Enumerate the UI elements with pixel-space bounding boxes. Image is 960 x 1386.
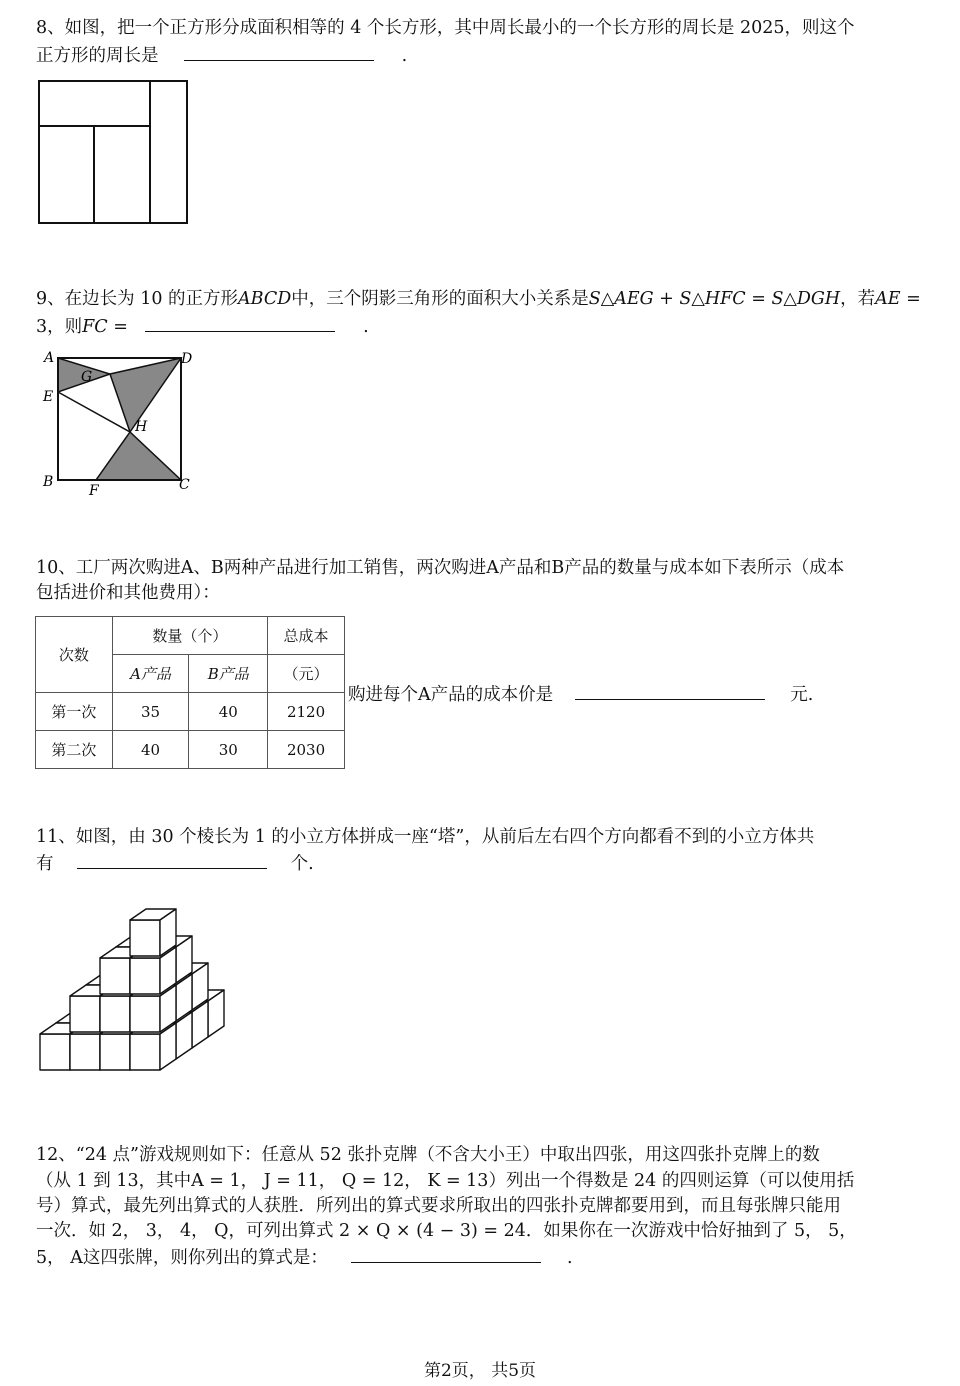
q9-answer-blank[interactable]	[145, 313, 335, 332]
q12-line3: 号）算式，最先列出算式的人获胜．所列出的算式要求所取出的四张扑克牌都要用到，而且每张牌只能用	[36, 1196, 841, 1216]
q9-line2a: 3，则	[36, 317, 83, 337]
tower-cube-l3-r0-c0-face-0	[130, 920, 160, 956]
q12-line2: （从 1 到 13，其中A = 1， J = 11， Q = 12， K = 13）列出一个得数是 24 的四则运算（可以使用括	[36, 1171, 855, 1191]
q12-line5-text: 5， A这四张牌，则你列出的算式是：	[36, 1248, 328, 1268]
q8-line2-text: 正方形的周长是	[36, 46, 159, 66]
q9-label-h: H	[135, 419, 148, 435]
q10-answer-blank[interactable]	[575, 681, 765, 700]
table-row	[36, 693, 345, 731]
q9-label-f: F	[89, 483, 99, 498]
tower-cube-l1-r0-c1-face-0	[100, 996, 130, 1032]
q8-square-figure	[36, 78, 192, 228]
page-number: 第2页， 共5页	[423, 1361, 537, 1381]
q10-row2-label: 第二次	[36, 731, 113, 769]
tower-cube-l0-r0-c2-face-0	[100, 1034, 130, 1070]
q10-row1-cost: 2120	[268, 693, 345, 731]
q9-label-c: C	[179, 477, 190, 493]
tower-cube-l0-r0-c1-face-0	[70, 1034, 100, 1070]
q10-line2: 包括进价和其他费用）：	[36, 583, 220, 603]
q9-label-b: B	[43, 474, 54, 490]
q10-row2-b: 30	[189, 731, 268, 769]
q9-label-g: G	[81, 369, 93, 385]
q8-answer-blank[interactable]	[184, 42, 374, 61]
q10-header-a: A产品	[112, 655, 189, 693]
q10-line1: 10、工厂两次购进A、B两种产品进行加工销售，两次购进A产品和B产品的数量与成本如下表所示（成本	[36, 558, 845, 578]
q9-formula: S△AEG + S△HFC = S△DGH	[588, 289, 841, 309]
q10-cost-table	[35, 616, 345, 769]
q12-end: .	[567, 1248, 573, 1268]
q9-label-a: A	[44, 350, 55, 366]
q8-outer-square	[39, 81, 187, 223]
q9-triangle-hfc	[96, 432, 181, 480]
q10-row2-cost: 2030	[268, 731, 345, 769]
q10-header-b: B产品	[189, 655, 268, 693]
q10-header-cost: 总成本	[268, 617, 345, 655]
q11-unit: 个.	[290, 854, 314, 874]
q9-line1	[36, 287, 921, 312]
q9-line1-text: 9、在边长为 10 的正方形	[36, 289, 239, 309]
q9-square-figure	[36, 346, 206, 498]
q10-ask: 购进每个A产品的成本价是	[348, 685, 554, 705]
q9-abcd: ABCD	[238, 289, 292, 309]
q10-header-times: 次数	[36, 617, 113, 693]
q10-row1-b: 40	[189, 693, 268, 731]
q11-line1: 11、如图，由 30 个棱长为 1 的小立方体拼成一座“塔”，从前后左右四个方向都看不到的小立方体共	[36, 827, 815, 847]
q9-ae: AE =	[875, 289, 921, 309]
q8-line1: 8、如图，把一个正方形分成面积相等的 4 个长方形，其中周长最小的一个长方形的周长是 2025，则这个	[36, 18, 855, 38]
tower-cube-l2-r0-c0-face-0	[100, 958, 130, 994]
q9-mid: 中，三个阴影三角形的面积大小关系是	[291, 289, 589, 309]
q10-row1-label: 第一次	[36, 693, 113, 731]
tower-cube-l1-r0-c2-face-0	[130, 996, 160, 1032]
tower-cube-l0-r0-c3-face-0	[130, 1034, 160, 1070]
q10-row1-a: 35	[112, 693, 189, 731]
q10-header-yuan: （元）	[268, 655, 345, 693]
q11-tower-figure	[36, 884, 268, 1080]
q10-unit: 元.	[790, 685, 814, 705]
q8-end: .	[401, 46, 408, 66]
q9-end: .	[363, 317, 369, 337]
q9-line2	[36, 313, 369, 340]
q9-ruo: ，若	[840, 289, 876, 309]
q11-answer-blank[interactable]	[77, 850, 267, 869]
q12-line5	[36, 1244, 573, 1271]
q10-header-qty: 数量（个）	[112, 617, 267, 655]
q10-row2-a: 40	[112, 731, 189, 769]
tower-cube-l0-r0-c0-face-0	[40, 1034, 70, 1070]
q11-line2	[36, 850, 314, 877]
q11-line2-text: 有	[36, 854, 54, 874]
q10-ask-line	[348, 681, 813, 708]
q9-label-d: D	[181, 351, 193, 367]
table-row	[36, 731, 345, 769]
q12-line4: 一次．如 2， 3， 4， Q，可列出算式 2 × Q × (4 − 3) = 24．如果你在一次游戏中恰好抽到了 5， 5，	[36, 1221, 857, 1241]
q8-line2	[36, 42, 407, 69]
tower-cube-l1-r0-c0-face-0	[70, 996, 100, 1032]
q9-fc: FC =	[82, 317, 128, 337]
tower-cube-l2-r0-c1-face-0	[130, 958, 160, 994]
q12-answer-blank[interactable]	[351, 1244, 541, 1263]
q12-line1: 12、“24 点”游戏规则如下：任意从 52 张扑克牌（不含大小王）中取出四张，用这四张扑克牌上的数	[36, 1145, 820, 1165]
q9-label-e: E	[43, 389, 54, 405]
